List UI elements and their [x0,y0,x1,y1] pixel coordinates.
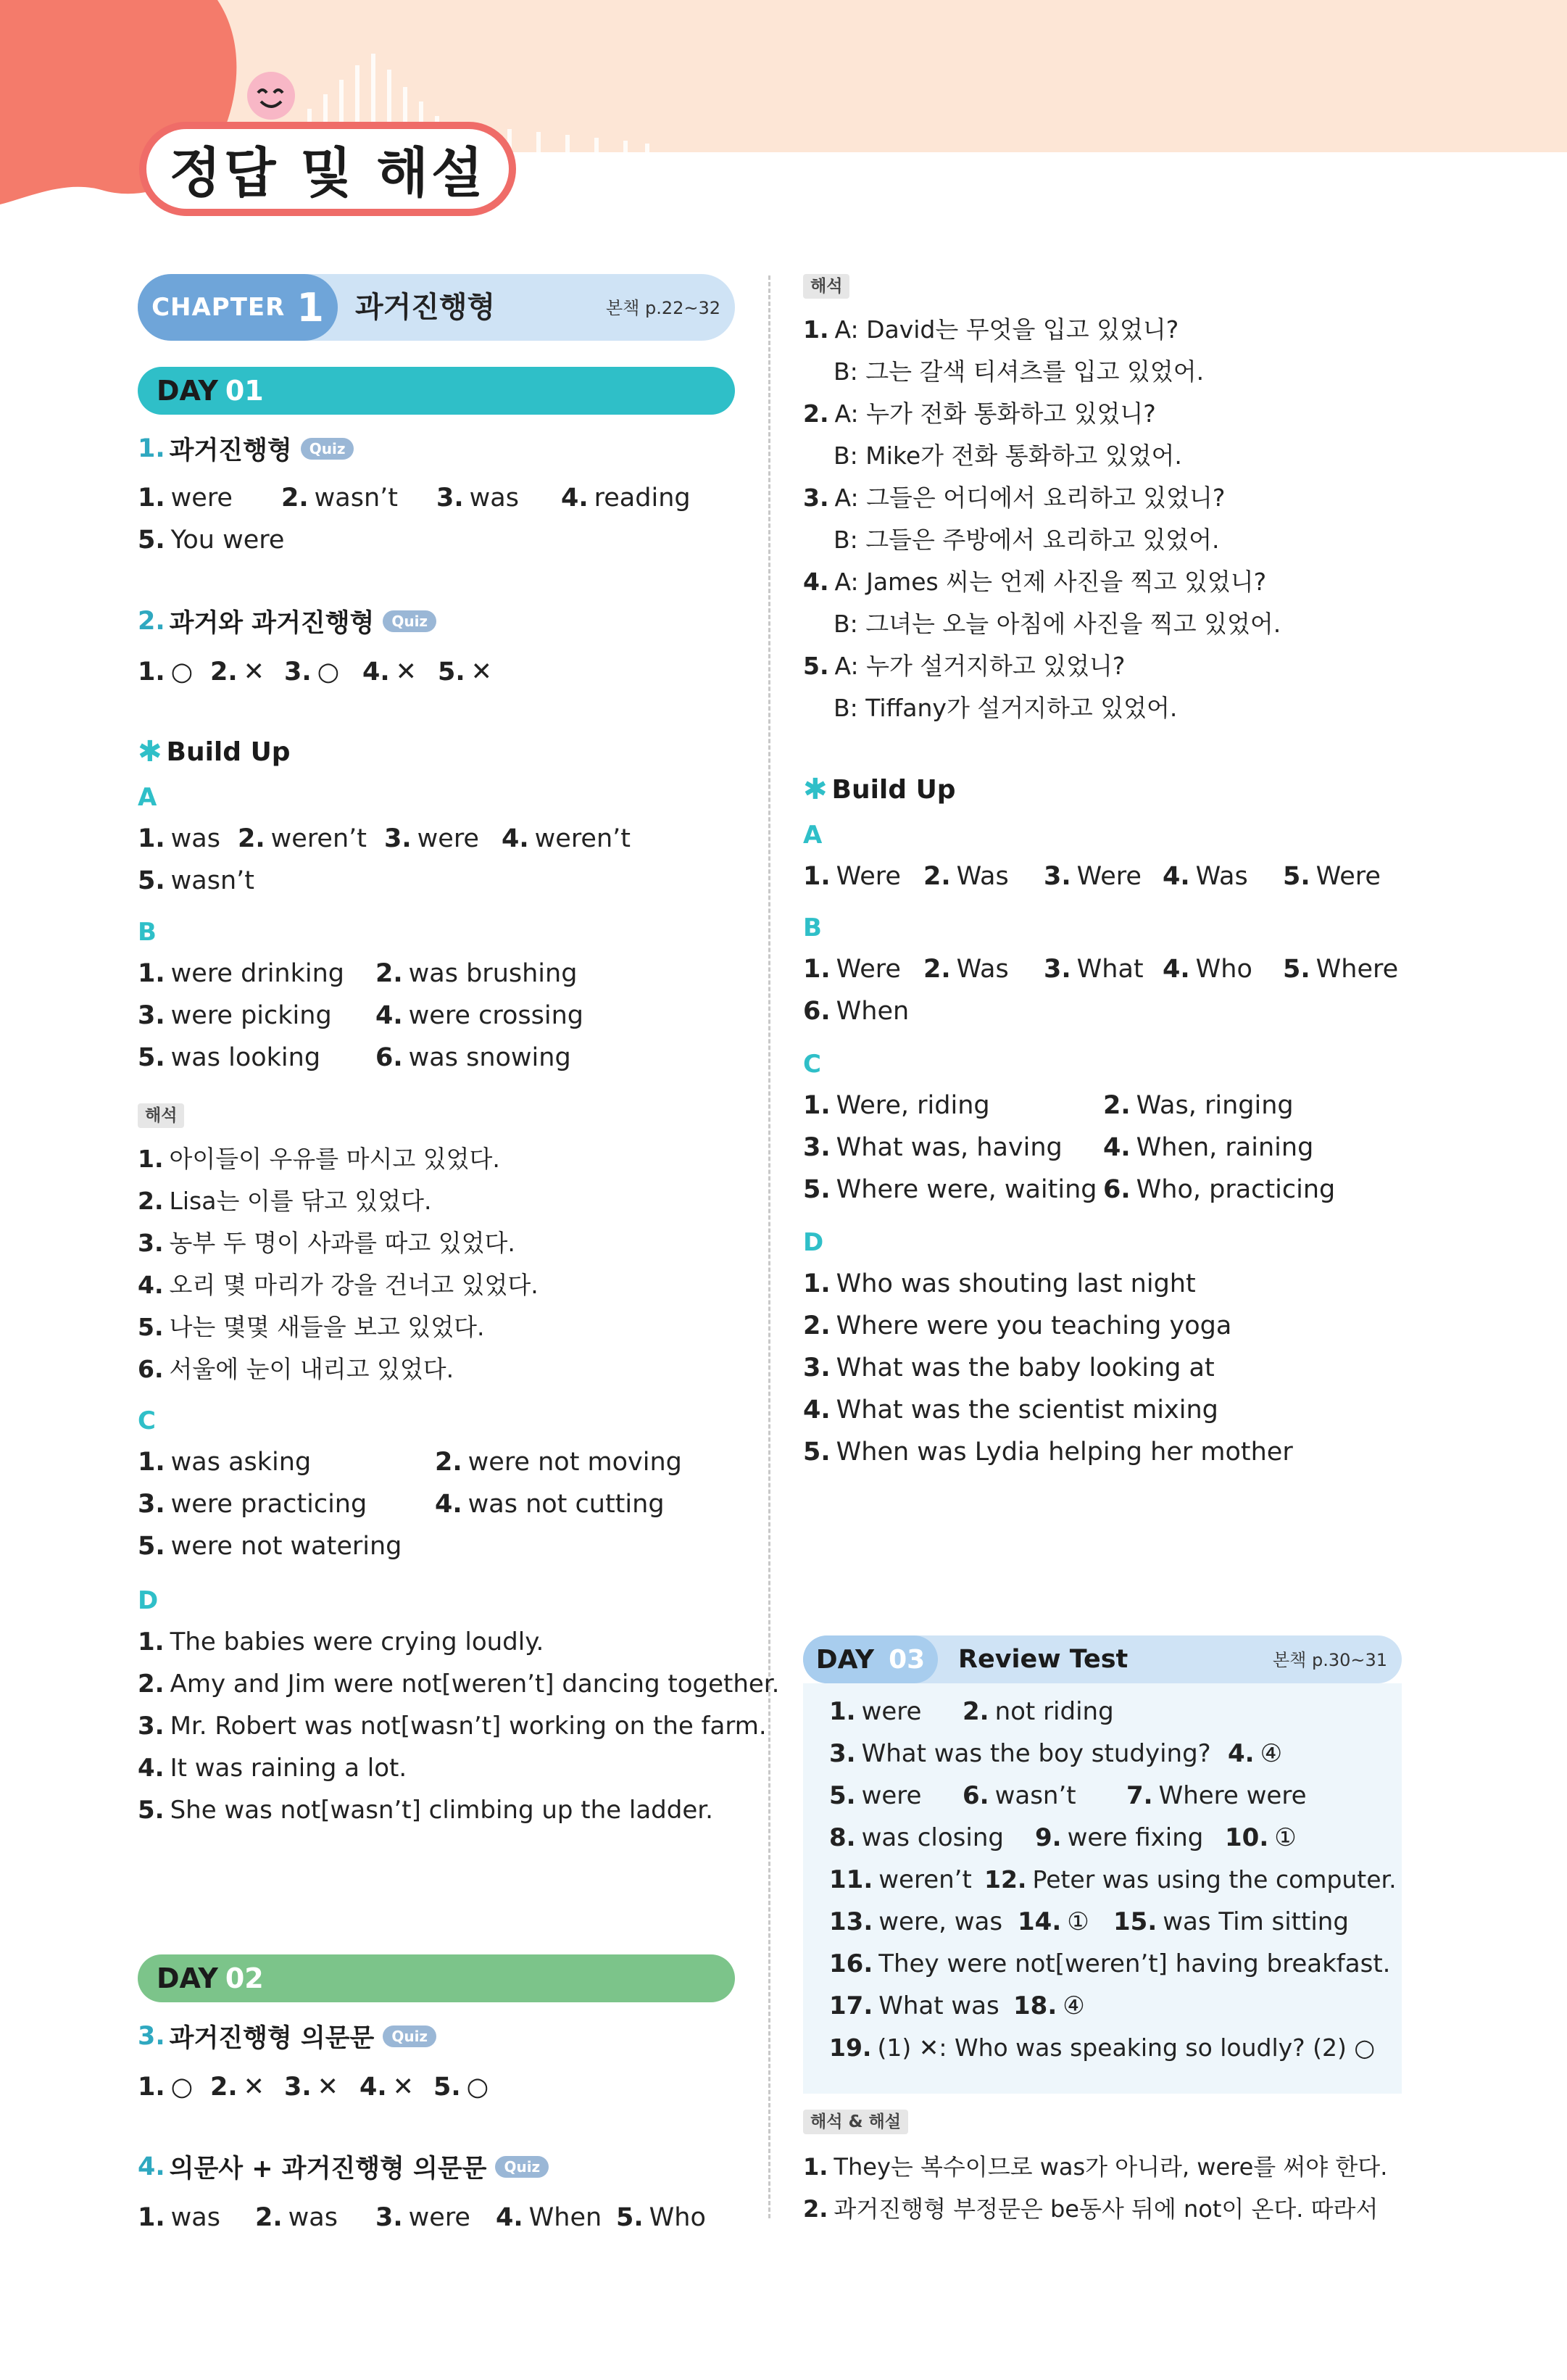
day-number: 01 [225,375,264,407]
answer-line: 2. Amy and Jim were not[weren’t] dancing together. [138,1670,780,1699]
answer-item: 5. wasn’t [138,866,254,895]
asterisk-icon: ✱ [138,735,162,768]
part-letter-c: C [803,1050,821,1079]
answer-item: 18. ④ [1013,1991,1085,2020]
section-heading-1 [138,431,354,467]
answer-item: 15. was Tim sitting [1113,1907,1349,1936]
explanation-line: 1. They는 복수이므로 was가 아니라, were를 써야 한다. [803,2153,1388,2181]
translation-line: 4. A: James 씨는 언제 사진을 찍고 있었니? [803,568,1267,596]
chapter-title: 과거진행형 [355,291,496,324]
answer-item: 4. When, raining [1103,1133,1314,1162]
review-pages: 본책 p.30~31 [1273,1650,1388,1670]
day-word: DAY [157,1962,218,1994]
answer-item: 2. ✕ [210,658,265,687]
translation-line: 1. 아이들이 우유를 마시고 있었다. [138,1145,500,1173]
answer-item: 4. was not cutting [435,1490,665,1519]
answer-item: 19. (1) ✕: Who was speaking so loudly? (2) ○ [829,2033,1376,2062]
answer-item: 4. weren’t [502,824,631,853]
translation-line: 5. 나는 몇몇 새들을 보고 있었다. [138,1313,485,1341]
section-number: 4. [138,2152,165,2181]
answer-item: 11. weren’t [829,1865,972,1894]
quiz-badge: Quiz [495,2156,549,2178]
answer-item: 13. were, was [829,1907,1003,1936]
answer-item: 5. were [829,1781,922,1810]
section-title: 과거진행형 [169,436,292,465]
answer-item: 3. What [1044,955,1144,984]
answer-line: 1. The babies were crying loudly. [138,1628,544,1657]
part-letter-b: B [803,913,822,942]
explanation-line: 2. 과거진행형 부정문은 be동사 뒤에 not이 온다. 따라서 [803,2195,1379,2223]
section-number: 3. [138,2022,165,2051]
answer-item: 1. was asking [138,1448,312,1477]
answer-item: 4. ✕ [359,2073,414,2102]
answer-item: 5. was looking [138,1043,321,1072]
day02-bar [138,1954,735,2002]
answer-item: 5. ✕ [438,658,492,687]
answer-item: 1. Were [803,862,901,891]
answer-item: 9. were fixing [1035,1823,1204,1852]
section-number: 1. [138,434,165,463]
answer-item: 3. was [436,484,519,513]
translation-label: 해석 [138,1103,184,1128]
chapter-pages: 본책 p.22~32 [606,298,721,318]
chapter-word: CHAPTER [151,293,286,322]
explanation-label: 해석 & 해설 [803,2110,908,2134]
day03-badge [803,1635,938,1683]
answer-item: 1. Were [803,955,901,984]
answer-line: 2. Where were you teaching yoga [803,1311,1232,1340]
quiz-badge: Quiz [301,438,354,460]
answer-item: 4. ④ [1228,1739,1283,1768]
answer-item: 1. ○ [138,2073,194,2102]
answer-item: 3. were [375,2203,470,2232]
column-divider [768,275,770,2218]
answer-item: 3. Were [1044,862,1142,891]
translation-line: B: Tiffany가 설거지하고 있었어. [834,694,1178,722]
answer-item: 3. were practicing [138,1490,367,1519]
answer-item: 1. was [138,2203,220,2232]
answer-item: 3. What was the boy studying? [829,1739,1211,1768]
answer-item: 2. was [255,2203,338,2232]
day-word: DAY [815,1644,875,1675]
answer-item: 2. Was [923,862,1009,891]
answer-item: 1. were drinking [138,959,344,988]
answer-item: 4. were crossing [375,1001,583,1030]
day-word: DAY [157,375,218,407]
answer-line: 5. When was Lydia helping her mother [803,1438,1293,1467]
translation-line: 3. 농부 두 명이 사과를 따고 있었다. [138,1229,515,1257]
review-title: Review Test [958,1645,1129,1674]
answer-item: 5. Where were, waiting [803,1175,1097,1204]
answer-item: 4. reading [561,484,691,513]
answer-item: 2. ✕ [210,2073,265,2102]
translation-line: 2. Lisa는 이를 닦고 있었다. [138,1187,432,1215]
translation-line: 3. A: 그들은 어디에서 요리하고 있었니? [803,484,1226,512]
answer-item: 2. weren’t [238,824,367,853]
answer-item: 2. Was, ringing [1103,1091,1294,1120]
translation-line: 1. A: David는 무엇을 입고 있었니? [803,315,1179,344]
answer-item: 2. Was [923,955,1009,984]
answer-line: 3. Mr. Robert was not[wasn’t] working on the farm. [138,1712,767,1741]
answer-item: 6. When [803,997,910,1026]
answer-item: 3. ○ [284,658,340,687]
asterisk-icon: ✱ [803,773,828,806]
answer-item: 3. What was, having [803,1133,1063,1162]
answer-item: 10. ① [1225,1823,1297,1852]
answer-item: 6. Who, practicing [1103,1175,1336,1204]
section-heading-3 [138,2018,436,2054]
answer-item: 5. Were [1283,862,1381,891]
smiley-face-icon [245,70,297,122]
page-title: 정답 및 해설 [169,142,486,204]
section-heading-4 [138,2149,549,2185]
answer-line: 4. It was raining a lot. [138,1754,407,1783]
page-title-pill [139,122,516,216]
translation-line: B: 그는 갈색 티셔츠를 입고 있었어. [834,357,1205,386]
answer-item: 16. They were not[weren’t] having breakfast. [829,1949,1391,1978]
answer-item: 3. were [384,824,479,853]
answer-item: 2. not riding [963,1697,1114,1726]
translation-line: 4. 오리 몇 마리가 강을 건너고 있었다. [138,1271,539,1299]
day-number: 02 [225,1962,264,1994]
chapter-number: 1 [296,284,324,331]
answer-item: 7. Where were [1126,1781,1307,1810]
part-letter-d: D [803,1228,824,1257]
quiz-badge: Quiz [383,610,436,632]
part-letter-c: C [138,1406,156,1435]
day-number: 03 [889,1644,926,1675]
answer-item: 3. ✕ [284,2073,338,2102]
part-letter-d: D [138,1586,159,1615]
section-title: 과거진행형 의문문 [169,2024,375,2053]
section-number: 2. [138,607,165,636]
answer-item: 2. was brushing [375,959,578,988]
answer-line: 4. What was the scientist mixing [803,1396,1218,1425]
translation-line: 2. A: 누가 전화 통화하고 있었니? [803,399,1156,428]
translation-line: 5. A: 누가 설거지하고 있었니? [803,652,1126,680]
answer-item: 5. Where [1283,955,1399,984]
part-letter-b: B [138,918,157,947]
part-letter-a: A [803,821,823,850]
translation-line: 6. 서울에 눈이 내리고 있었다. [138,1355,454,1383]
answer-item: 6. wasn’t [963,1781,1076,1810]
answer-item: 2. wasn’t [281,484,398,513]
answer-item: 5. ○ [433,2073,489,2102]
answer-item: 2. were not moving [435,1448,682,1477]
build-up-heading: ✱ Build Up [138,735,291,768]
answer-item: 1. were [829,1697,922,1726]
answer-item: 1. Were, riding [803,1091,990,1120]
section-title: 의문사 + 과거진행형 의문문 [169,2155,487,2184]
answer-item: 1. were [138,484,233,513]
part-letter-a: A [138,783,157,812]
build-up-heading: ✱ Build Up [803,773,956,806]
answer-item: 12. Peter was using the computer. [984,1865,1397,1894]
answer-item: 3. were picking [138,1001,332,1030]
answer-item: 5. You were [138,526,285,555]
chapter-badge [138,274,338,341]
answer-item: 1. was [138,824,220,853]
section-heading-2 [138,603,436,639]
translation-label: 해석 [803,274,849,299]
section-title: 과거와 과거진행형 [169,609,375,638]
translation-line: B: 그들은 주방에서 요리하고 있었어. [834,526,1220,554]
translation-line: B: 그녀는 오늘 아침에 사진을 찍고 있었어. [834,610,1281,638]
answer-item: 4. Was [1163,862,1248,891]
answer-line: 1. Who was shouting last night [803,1269,1196,1298]
answer-item: 1. ○ [138,658,194,687]
answer-item: 6. was snowing [375,1043,571,1072]
translation-line: B: Mike가 전화 통화하고 있었어. [834,441,1182,470]
answer-item: 5. Who [616,2203,706,2232]
answer-item: 14. ① [1018,1907,1089,1936]
answer-item: 4. Who [1163,955,1252,984]
answer-item: 17. What was [829,1991,999,2020]
answer-line: 5. She was not[wasn’t] climbing up the ladder. [138,1796,713,1825]
answer-item: 4. ✕ [362,658,417,687]
answer-item: 5. were not watering [138,1532,402,1561]
day01-bar [138,367,735,415]
answer-item: 8. was closing [829,1823,1004,1852]
answer-line: 3. What was the baby looking at [803,1353,1215,1382]
answer-item: 4. When [496,2203,602,2232]
quiz-badge: Quiz [383,2026,436,2047]
